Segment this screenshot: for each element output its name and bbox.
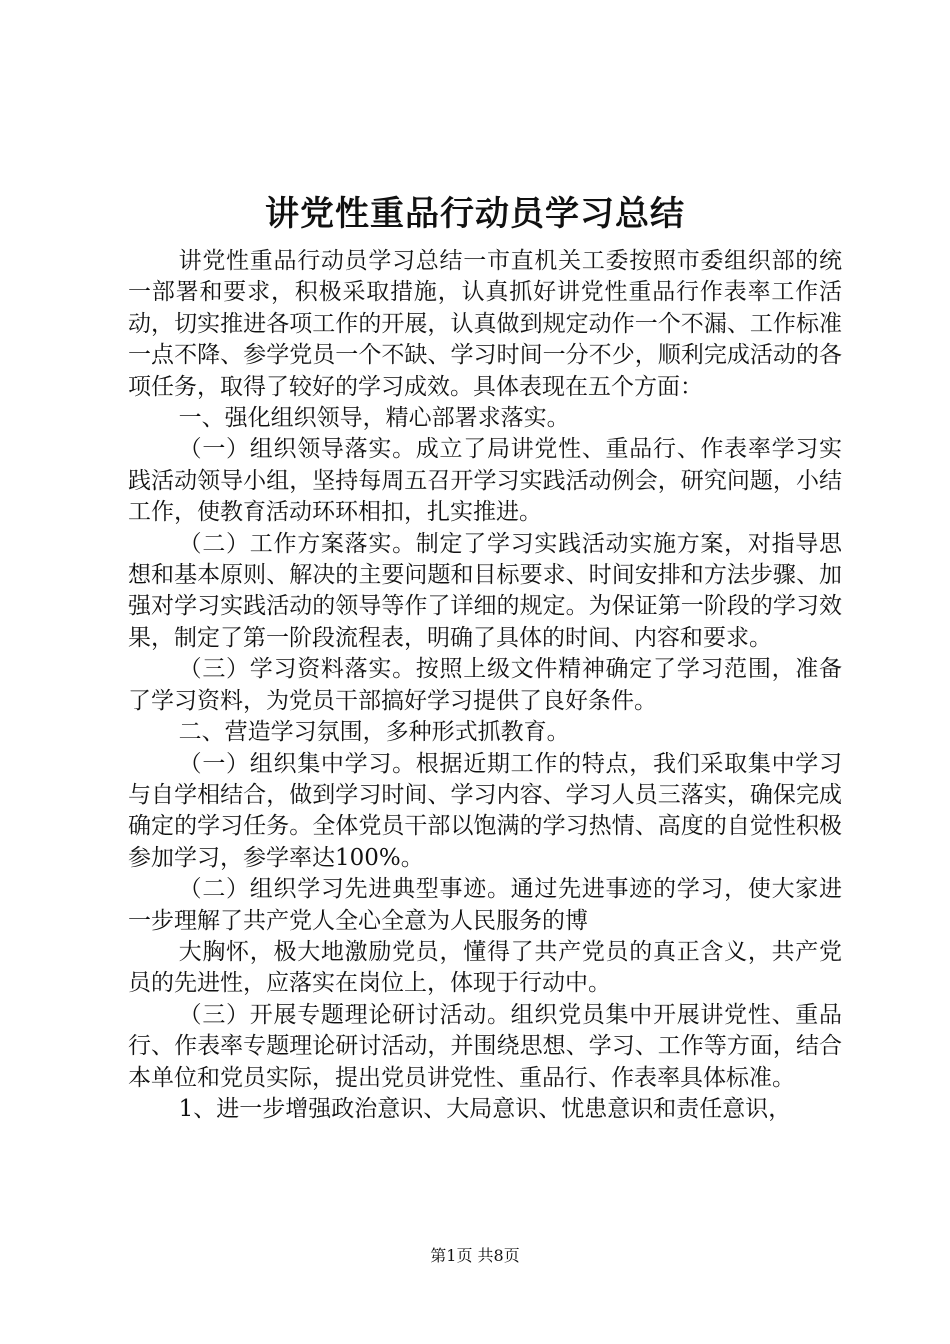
section-heading-1: 一、强化组织领导，精心部署求落实。 <box>178 405 570 432</box>
paragraph-1-1: （一）组织领导落实。成立了局讲党性、重品行、作表率学习实践活动领导小组，坚持每周五召开学习实践活动例会，研究问题，小结工作，使教育活动环环相扣，扎实推进。 <box>128 436 842 526</box>
paragraph-2-2-continued: 大胸怀，极大地激励党员，懂得了共产党员的真正含义，共产党员的先进性，应落实在岗位上，体现于行动中。 <box>128 938 842 997</box>
page-footer: 第1页 共8页 <box>430 1246 520 1265</box>
paragraph-2-3: （三）开展专题理论研讨活动。组织党员集中开展讲党性、重品行、作表率专题理论研讨活动，并围绕思想、学习、工作等方面，结合本单位和党员实际，提出党员讲党性、重品行、作表率具体标准。 <box>128 1001 842 1091</box>
paragraph-1-2: （二）工作方案落实。制定了学习实践活动实施方案，对指导思想和基本原则、解决的主要问题和目标要求、时间安排和方法步骤、加强对学习实践活动的领导等作了详细的规定。为保证第一阶段的学习效果，制定了第一阶段流程表，明确了具体的时间、内容和要求。 <box>128 530 842 651</box>
paragraph-2-1: （一）组织集中学习。根据近期工作的特点，我们采取集中学习与自学相结合，做到学习时间、学习内容、学习人员三落实，确保完成确定的学习任务。全体党员干部以饱满的学习热情、高度的自觉性积极参加学习，参学率达100%。 <box>128 750 842 871</box>
paragraph-1-3: （三）学习资料落实。按照上级文件精神确定了学习范围，准备了学习资料，为党员干部搞好学习提供了良好条件。 <box>128 656 842 714</box>
document-title: 讲党性重品行动员学习总结 <box>265 194 685 234</box>
section-heading-2: 二、营造学习氛围，多种形式抓教育。 <box>178 719 570 746</box>
document-body <box>128 246 842 1125</box>
paragraph-2-2: （二）组织学习先进典型事迹。通过先进事迹的学习，使大家进一步理解了共产党人全心全意为人民服务的博 <box>128 876 842 934</box>
paragraph-intro: 讲党性重品行动员学习总结一市直机关工委按照市委组织部的统一部署和要求，积极采取措施，认真抓好讲党性重品行作表率工作活动，切实推进各项工作的开展，认真做到规定动作一个不漏、工作标准一点不降、参学党员一个不缺、学习时间一分不少，顺利完成活动的各项任务，取得了较好的学习成效。具体表现在五个方面： <box>128 248 842 400</box>
list-item-1: 1、进一步增强政治意识、大局意识、忧患意识和责任意识， <box>178 1095 792 1122</box>
